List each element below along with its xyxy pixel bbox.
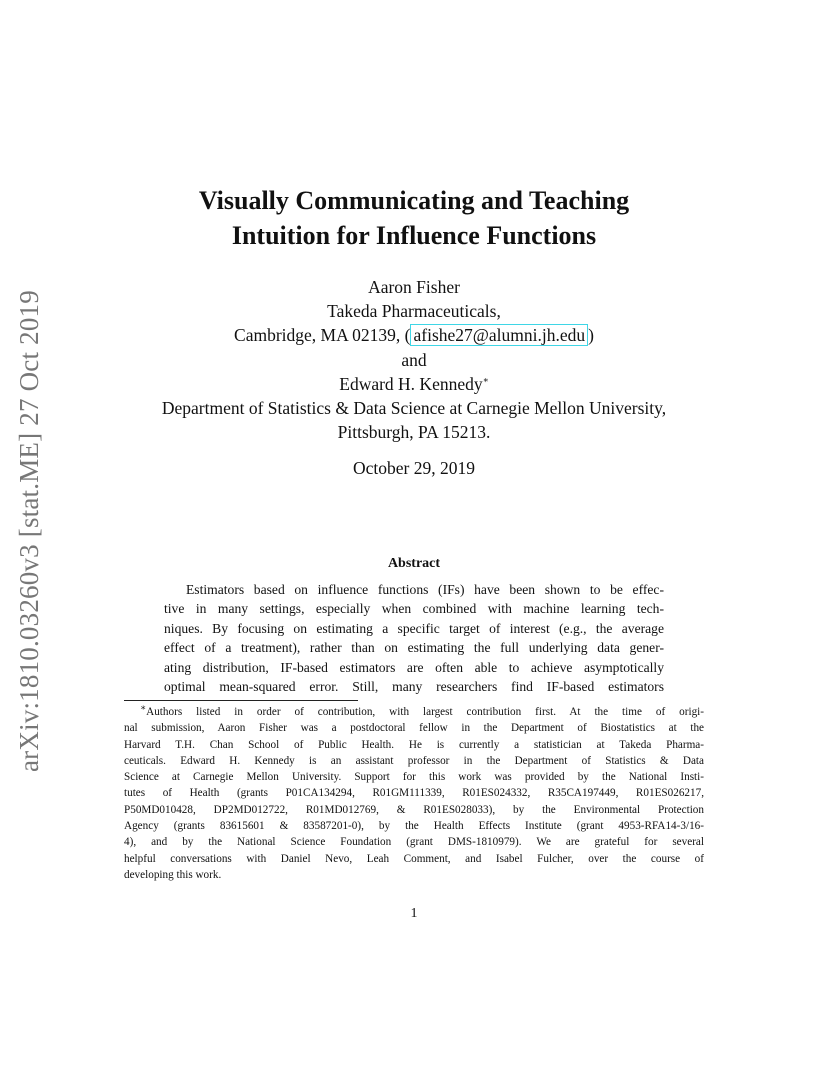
footnote-line: tutes of Health (grants P01CA134294, R01GM111339, R01ES024332, R35CA197449, R01ES026217, [124, 787, 704, 800]
address-text: Cambridge, MA 02139, ( [234, 325, 411, 346]
title-line-2: Intuition for Influence Functions [231, 221, 597, 250]
footnote-mark: ∗ [140, 702, 147, 713]
footnote-line: 4), and by the National Science Foundation (grant DMS-1810979). We are grateful for several [124, 836, 704, 849]
footnote-line: helpful conversations with Daniel Nevo, Leah Comment, and Isabel Fulcher, over the course of [124, 852, 704, 865]
footnote-line-1 [124, 704, 704, 720]
footnote-line: ceuticals. Edward H. Kennedy is an assistant professor in the Department of Statistics & Data [124, 754, 704, 767]
email-link[interactable]: afishe27@alumni.jh.edu [410, 324, 588, 346]
author-block [0, 275, 828, 444]
abstract-line: tive in many settings, especially when combined with machine learning tech- [164, 601, 664, 617]
footnote-line: P50MD010428, DP2MD012722, R01MD012769, & R01ES028033), by the Environmental Protection [124, 803, 704, 816]
abstract-line: ating distribution, IF-based estimators are often able to achieve asymptotically [164, 659, 664, 675]
footnote-text: Authors listed in order of contribution, with largest contribution first. At the time of origi- [146, 706, 704, 718]
author-address-2: Pittsburgh, PA 15213. [337, 422, 491, 443]
author-address-1 [0, 323, 828, 347]
author-conjunction: and [401, 349, 427, 370]
footnote-line: developing this work. [124, 868, 222, 881]
footnote [124, 704, 704, 883]
author-name-1: Aaron Fisher [368, 277, 460, 297]
paper-title [0, 183, 828, 253]
paper-date: October 29, 2019 [353, 458, 475, 478]
abstract-line: effect of a treatment), rather than on estimating the full underlying data gener- [164, 640, 664, 656]
arxiv-identifier-stamp: arXiv:1810.03260v3 [stat.ME] 27 Oct 2019 [14, 290, 44, 772]
footnote-line: Agency (grants 83615601 & 83587201-0), by the Health Effects Institute (grant 4953-RFA14-3/16- [124, 820, 704, 833]
author-affiliation-1: Takeda Pharmaceuticals, [327, 301, 501, 322]
author-affiliation-2: Department of Statistics & Data Science at Carnegie Mellon University, [161, 398, 667, 419]
author-name-2-line [0, 372, 828, 396]
footnote-divider [124, 700, 358, 701]
footnote-marker[interactable]: ∗ [482, 374, 489, 385]
address-close-paren: ) [588, 325, 594, 346]
footnote-line: nal submission, Aaron Fisher was a postdoctoral fellow in the Department of Biostatistics at the [124, 722, 704, 735]
page-number: 1 [410, 906, 418, 921]
footnote-line: Science at Carnegie Mellon University. Support for this work was provided by the National Insti- [124, 771, 704, 784]
abstract-line: niques. By focusing on estimating a specific target of interest (e.g., the average [164, 620, 664, 636]
title-line-1: Visually Communicating and Teaching [198, 186, 630, 215]
abstract-line: Estimators based on influence functions (IFs) have been shown to be effec- [186, 582, 664, 597]
author-name-2: Edward H. Kennedy [339, 373, 483, 394]
footnote-line: Harvard T.H. Chan School of Public Health. He is currently a statistician at Takeda Pharma- [124, 738, 704, 751]
abstract-line: optimal mean-squared error. Still, many researchers find IF-based estimators [164, 679, 664, 695]
abstract-body [164, 580, 664, 696]
abstract-heading: Abstract [387, 556, 441, 571]
